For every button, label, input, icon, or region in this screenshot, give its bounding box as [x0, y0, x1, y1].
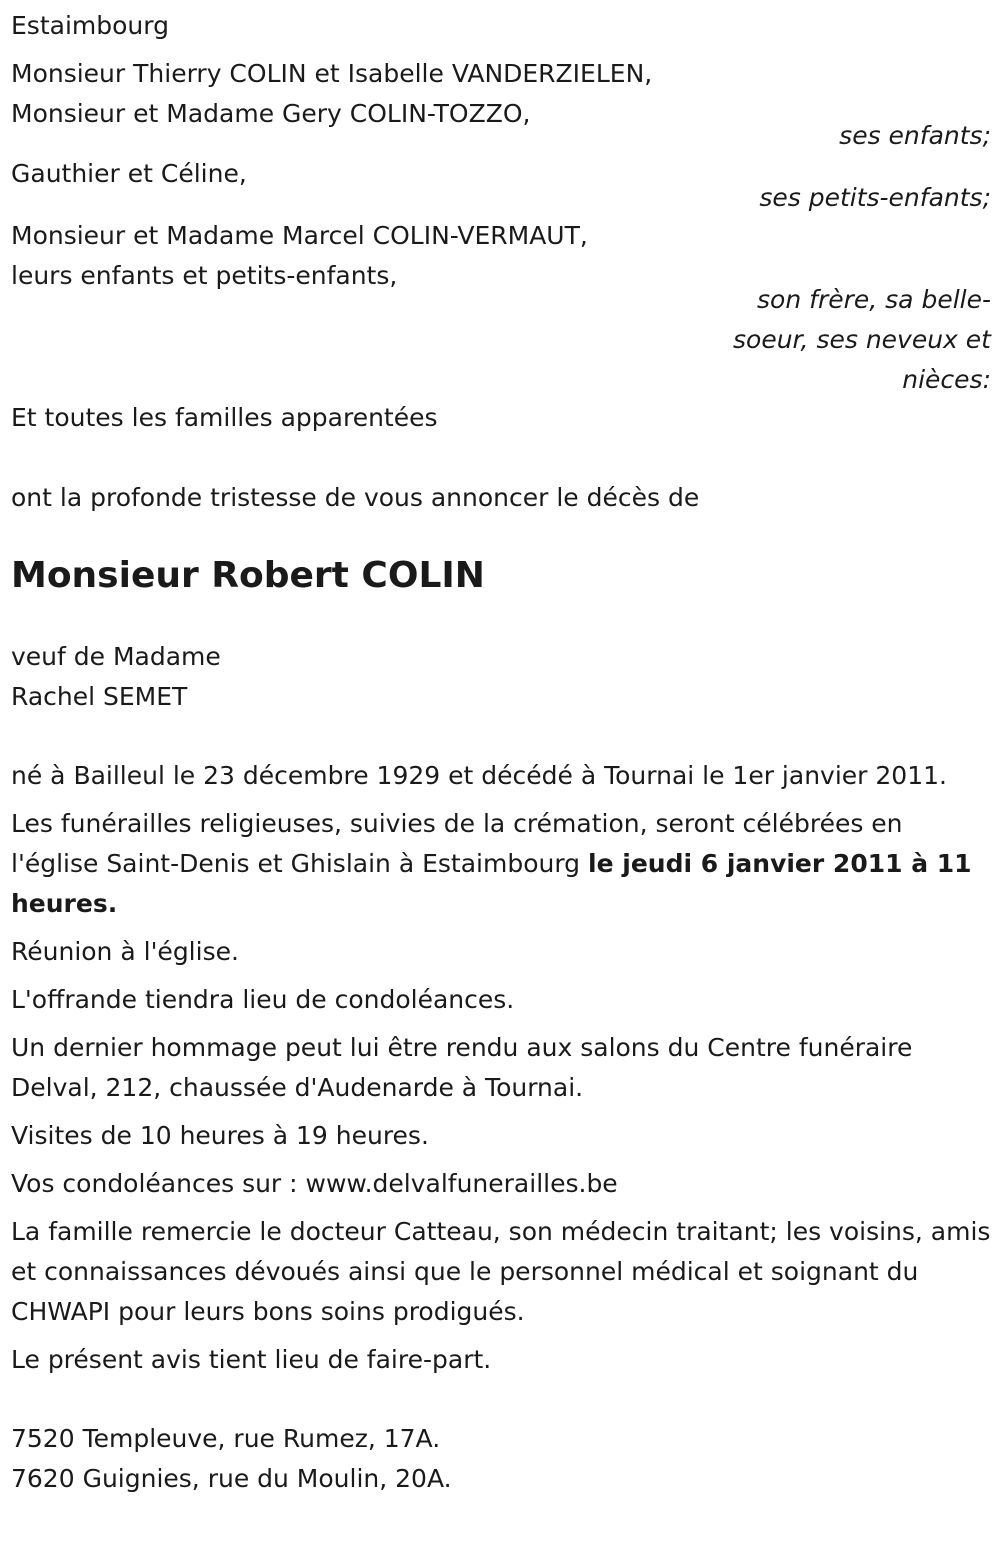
address-line-2: 7620 Guignies, rue du Moulin, 20A.: [11, 1464, 452, 1493]
funeral-date: le jeudi 6 janvier 2011 à 11 heures.: [11, 849, 972, 918]
funeral-info: [11, 804, 991, 924]
sibling-role-line-1: son frère, sa belle-: [757, 285, 991, 314]
condolences-info: Vos condoléances sur : www.delvalfunerailles.be: [11, 1169, 618, 1198]
sibling-role-line-3: nièces:: [902, 365, 991, 394]
visits-info: Visites de 10 heures à 19 heures.: [11, 1121, 429, 1150]
thanks-text: La famille remercie le docteur Catteau, son médecin traitant; les voisins, amis et connaissances dévoués ainsi que le personnel médical et soignant du CHWAPI pour leurs bons soins prodigués.: [11, 1217, 991, 1326]
notice-text: Le présent avis tient lieu de faire-part.: [11, 1345, 492, 1374]
meeting-info: Réunion à l'église.: [11, 937, 239, 966]
sibling-line-1: Monsieur et Madame Marcel COLIN-VERMAUT,: [11, 221, 588, 250]
sibling-role-line-2: soeur, ses neveux et: [733, 325, 991, 354]
widower-line-1: veuf de Madame: [11, 642, 221, 671]
sibling-line-2: leurs enfants et petits-enfants,: [11, 261, 398, 290]
child-line-1: Monsieur Thierry COLIN et Isabelle VANDERZIELEN,: [11, 59, 653, 88]
obituary-notice: [11, 6, 991, 1499]
grandchildren-role: ses petits-enfants;: [759, 183, 991, 212]
children-role: ses enfants;: [839, 121, 991, 150]
widower-line-2: Rachel SEMET: [11, 682, 188, 711]
town-heading: Estaimbourg: [11, 11, 169, 40]
child-line-2: Monsieur et Madame Gery COLIN-TOZZO,: [11, 99, 531, 128]
address-line-1: 7520 Templeuve, rue Rumez, 17A.: [11, 1424, 441, 1453]
deceased-name: Monsieur Robert COLIN: [11, 555, 485, 596]
relatives-line: Et toutes les familles apparentées: [11, 403, 438, 432]
offering-info: L'offrande tiendra lieu de condoléances.: [11, 985, 515, 1014]
sibling-role-block: [11, 280, 991, 400]
grandchildren: Gauthier et Céline,: [11, 159, 247, 188]
funeral-text: Les funérailles religieuses, suivies de la crémation, seront célébrées en l'église Saint-Denis et Ghislain à Estaimbourg: [11, 809, 903, 878]
tribute-info: Un dernier hommage peut lui être rendu aux salons du Centre funéraire Delval, 212, chaussée d'Audenarde à Tournai.: [11, 1033, 913, 1102]
announcement: ont la profonde tristesse de vous annoncer le décès de: [11, 483, 700, 512]
birth-death-dates: né à Bailleul le 23 décembre 1929 et décédé à Tournai le 1er janvier 2011.: [11, 761, 947, 790]
